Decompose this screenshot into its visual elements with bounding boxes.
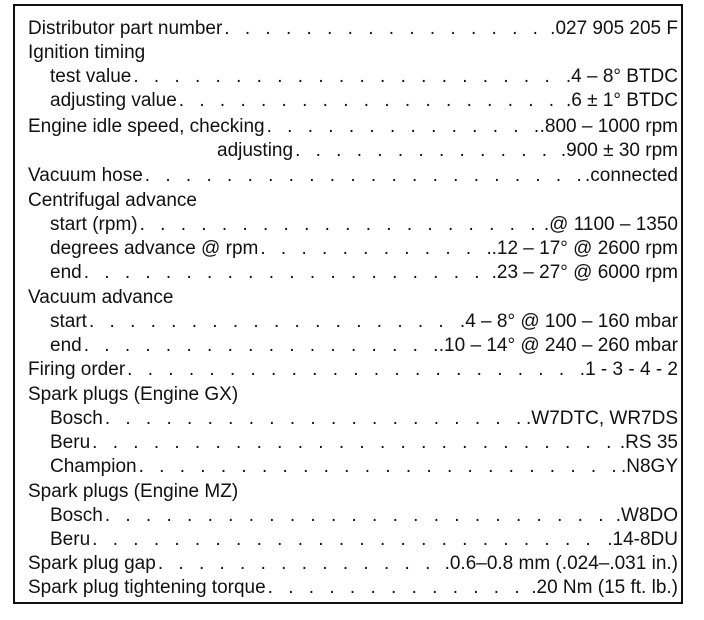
spec-row-vacuum-end bbox=[50, 335, 678, 357]
spec-label: Bosch bbox=[50, 505, 103, 526]
dot-leader bbox=[177, 90, 566, 112]
spec-value: .4 – 8° @ 100 – 160 mbar bbox=[459, 311, 678, 332]
spec-row-gx-beru bbox=[50, 432, 678, 454]
spec-label: Firing order bbox=[28, 359, 126, 380]
spec-value: .12 – 17° @ 2600 rpm bbox=[491, 238, 678, 259]
spec-label: adjusting bbox=[217, 140, 294, 161]
spec-value: .14-8DU bbox=[607, 529, 678, 550]
dot-leader bbox=[137, 456, 621, 478]
spec-label: Champion bbox=[50, 456, 137, 477]
spec-label: Vacuum hose bbox=[28, 165, 143, 186]
spec-label: test value bbox=[50, 66, 132, 87]
dot-leader bbox=[266, 577, 532, 599]
spec-row-centrifugal-start bbox=[50, 214, 678, 236]
spec-row-test-value bbox=[50, 66, 678, 88]
spec-value: .W8DO bbox=[615, 505, 678, 526]
dot-leader bbox=[138, 214, 544, 236]
spec-label: start (rpm) bbox=[50, 214, 138, 235]
dot-leader bbox=[103, 408, 526, 430]
dot-leader bbox=[103, 505, 616, 527]
spec-value: .900 ± 30 rpm bbox=[560, 140, 678, 161]
spec-label: Bosch bbox=[50, 408, 103, 429]
spec-value: .W7DTC, WR7DS bbox=[526, 408, 678, 429]
spec-label: Beru bbox=[50, 529, 91, 550]
spec-value: .0.6–0.8 mm (.024–.031 in.) bbox=[444, 553, 678, 574]
dot-leader bbox=[222, 18, 550, 40]
spec-label: degrees advance @ rpm bbox=[50, 238, 259, 259]
spec-label: Beru bbox=[50, 432, 91, 453]
spec-row-gx-champion bbox=[50, 456, 678, 478]
spec-row-vacuum-hose bbox=[28, 165, 678, 187]
spec-row-vacuum-start bbox=[50, 311, 678, 333]
spec-row-idle-speed-checking bbox=[28, 116, 678, 138]
section-heading-centrifugal-advance: Centrifugal advance bbox=[28, 190, 197, 211]
spec-row-firing-order bbox=[28, 359, 678, 381]
spec-value: .N8GY bbox=[620, 456, 678, 477]
spec-label: Engine idle speed, checking bbox=[28, 116, 265, 137]
spec-label: end bbox=[50, 335, 82, 356]
dot-leader bbox=[156, 553, 445, 575]
section-heading-spark-plugs-gx: Spark plugs (Engine GX) bbox=[28, 384, 239, 405]
spec-row-spark-plug-gap bbox=[28, 553, 678, 575]
spec-value: .RS 35 bbox=[619, 432, 678, 453]
dot-leader bbox=[82, 262, 492, 284]
section-heading-ignition-timing: Ignition timing bbox=[28, 42, 146, 63]
spec-row-degrees-advance bbox=[50, 238, 678, 260]
dot-leader bbox=[143, 165, 585, 187]
spec-row-mz-bosch bbox=[50, 505, 678, 527]
spec-value: .1 - 3 - 4 - 2 bbox=[579, 359, 678, 380]
dot-leader bbox=[87, 311, 460, 333]
dot-leader bbox=[90, 432, 620, 454]
spec-value: .23 – 27° @ 6000 rpm bbox=[491, 262, 678, 283]
spec-value: .6 ± 1° BTDC bbox=[566, 90, 678, 111]
spec-label: Spark plug tightening torque bbox=[28, 577, 266, 598]
spec-label: start bbox=[50, 311, 87, 332]
spec-label: Distributor part number bbox=[28, 18, 223, 39]
section-heading-vacuum-advance: Vacuum advance bbox=[28, 287, 174, 308]
spec-value: .10 – 14° @ 240 – 260 mbar bbox=[438, 335, 678, 356]
spec-value: .connected bbox=[585, 165, 678, 186]
spec-row-idle-speed-adjusting bbox=[217, 140, 678, 162]
spec-label: adjusting value bbox=[50, 90, 177, 111]
spec-value: .@ 1100 – 1350 bbox=[543, 214, 678, 235]
spec-row-adjusting-value bbox=[50, 90, 678, 112]
spec-row-mz-beru bbox=[50, 529, 678, 551]
spec-row-distributor-part-number bbox=[28, 18, 678, 40]
dot-leader bbox=[131, 66, 566, 88]
dot-leader bbox=[90, 529, 607, 551]
spec-row-tightening-torque bbox=[28, 577, 678, 599]
dot-leader bbox=[265, 116, 540, 138]
spec-value: .4 – 8° BTDC bbox=[565, 66, 678, 87]
spec-value: .800 – 1000 rpm bbox=[539, 116, 678, 137]
spec-label: Spark plug gap bbox=[28, 553, 156, 574]
specification-table bbox=[13, 4, 683, 604]
spec-value: .20 Nm (15 ft. lb.) bbox=[531, 577, 678, 598]
dot-leader bbox=[293, 140, 561, 162]
spec-value: .027 905 205 F bbox=[550, 18, 678, 39]
section-heading-spark-plugs-mz: Spark plugs (Engine MZ) bbox=[28, 481, 239, 502]
spec-row-gx-bosch bbox=[50, 408, 678, 430]
spec-row-centrifugal-end bbox=[50, 262, 678, 284]
dot-leader bbox=[82, 335, 439, 357]
dot-leader bbox=[258, 238, 491, 260]
spec-label: end bbox=[50, 262, 82, 283]
dot-leader bbox=[125, 359, 580, 381]
